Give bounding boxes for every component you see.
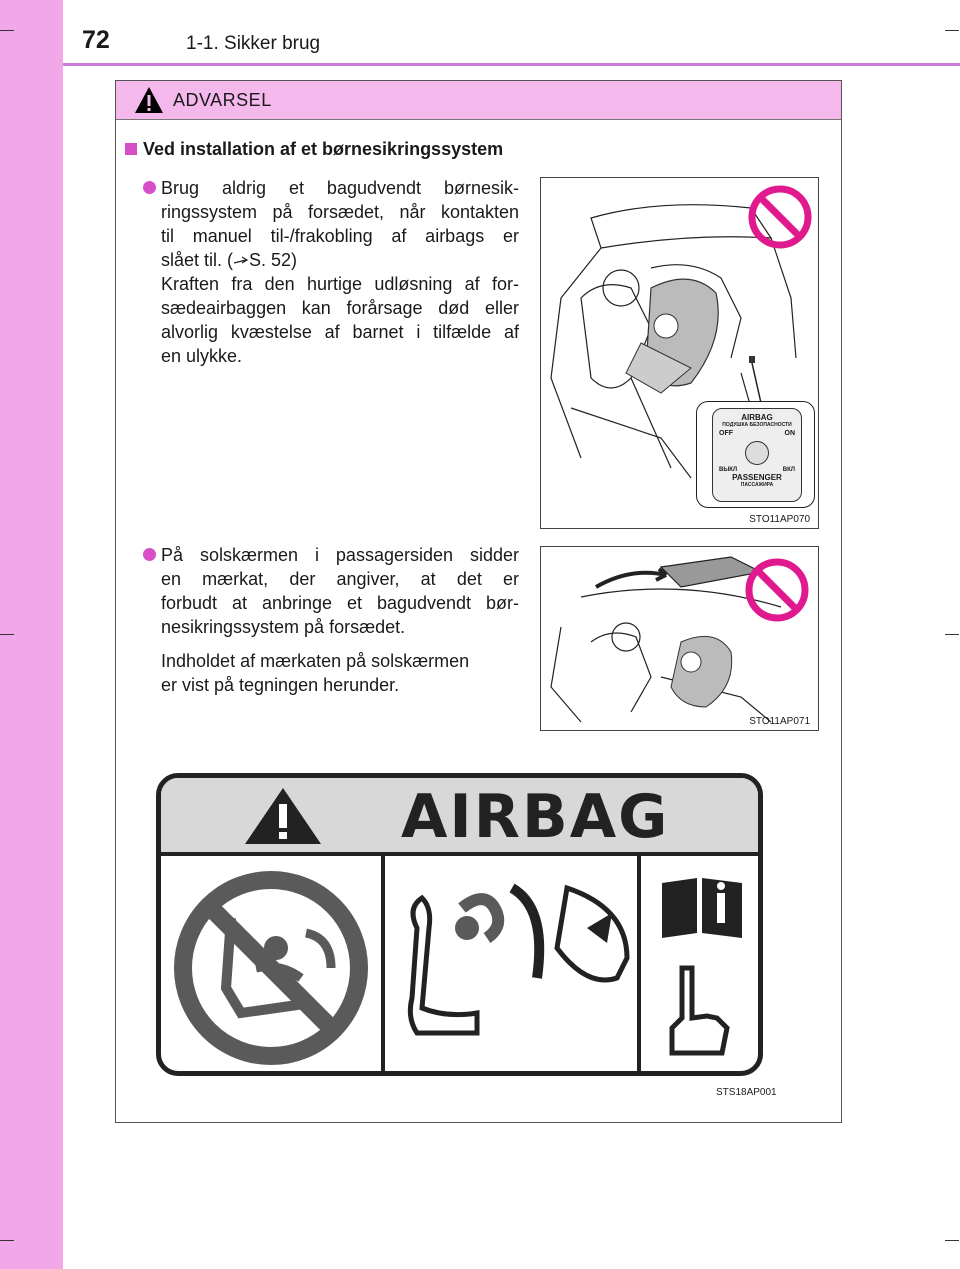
warning-title: ADVARSEL: [173, 90, 272, 110]
bullet-text: Indholdet af mærkaten på solskærmen: [161, 651, 470, 671]
bullet-text: På solskærmen i passagersiden sidder: [161, 545, 519, 565]
bullet-text: sædeairbaggen kan forårsage død eller: [161, 298, 519, 318]
read-manual-icon: [647, 868, 757, 1068]
warning-triangle-icon: [243, 786, 323, 846]
page-number: 72: [82, 26, 110, 54]
bullet-text: en mærkat, der angiver, at det er: [161, 569, 519, 589]
bullet-text-ref: [161, 248, 519, 272]
passenger-label: PASSENGER: [732, 473, 782, 482]
warning-subtitle: [125, 139, 503, 160]
panel-title: AIRBAG: [741, 413, 773, 422]
label-divider: [637, 852, 641, 1076]
figure-code: STO11AP070: [749, 514, 810, 525]
bullet-text: nesikringssystem på forsædet.: [161, 617, 406, 637]
bullet-dot-icon: [143, 181, 156, 194]
figure-code: STO11AP071: [749, 716, 810, 727]
prohibited-icon: [747, 184, 813, 250]
panel-title-ru: ПОДУШКА БЕЗОПАСНОСТИ: [722, 422, 792, 428]
bullet-item: [143, 176, 519, 368]
airbag-switch-face: [712, 408, 802, 502]
on-label: ON: [784, 430, 795, 437]
crop-mark: [0, 30, 14, 31]
figure-sun-visor-label: [540, 546, 819, 731]
label-title: AIRBAG: [401, 782, 670, 852]
label-code: STS18AP001: [716, 1087, 777, 1098]
crop-mark: [945, 634, 959, 635]
bullet-text: er vist på tegningen herunder.: [161, 675, 400, 695]
airbag-warning-label: [156, 773, 763, 1076]
key-slot-icon: [745, 441, 769, 465]
warning-header: [116, 81, 841, 120]
label-header: [161, 778, 758, 856]
bullet-text: ringssystem på forsædet, når kontakten: [161, 202, 519, 222]
warning-subtitle-text: Ved installation af et børnesikringssystem: [143, 139, 504, 159]
off-label: OFF: [719, 430, 733, 437]
panel-row: [713, 428, 801, 439]
warning-box: [115, 80, 842, 1123]
crop-mark: [945, 30, 959, 31]
bullet-item: [143, 543, 519, 697]
prohibited-icon: [744, 557, 810, 623]
off-label-ru: ВЫКЛ: [719, 467, 738, 473]
warning-triangle-icon: [134, 86, 164, 114]
label-divider: [381, 852, 385, 1076]
passenger-label-ru: ПАССАЖИРА: [740, 482, 774, 488]
bullet-text: til manuel til-/frakobling af airbags er: [161, 226, 519, 246]
bullet-text: en ulykke.: [161, 346, 243, 366]
bullet-text: Brug aldrig et bagudvendt børnesik-: [161, 178, 519, 198]
airbag-switch-panel: [696, 401, 815, 508]
bullet-dot-icon: [143, 548, 156, 561]
figure-child-seat-front: [540, 177, 819, 529]
airbag-deploy-icon: [387, 868, 637, 1068]
crop-mark: [945, 1240, 959, 1241]
bullet-text: slået til. (: [161, 250, 234, 270]
bullet-text: forbudt at anbringe et bagudvendt bør-: [161, 593, 519, 613]
bullet-text: alvorlig kvæstelse af barnet i tilfælde af: [161, 322, 519, 342]
square-bullet-icon: [125, 143, 137, 155]
bullet-text: Kraften fra den hurtige udløsning af for-: [161, 274, 519, 294]
reference-arrow-icon: [233, 255, 249, 265]
no-rear-facing-seat-icon: [171, 868, 371, 1068]
page-reference-link[interactable]: S. 52): [249, 250, 298, 270]
section-title: 1-1. Sikker brug: [186, 33, 321, 54]
crop-mark: [0, 634, 14, 635]
header-divider: [63, 63, 960, 66]
crop-mark: [0, 1240, 14, 1241]
on-label-ru: ВКЛ: [782, 467, 795, 473]
